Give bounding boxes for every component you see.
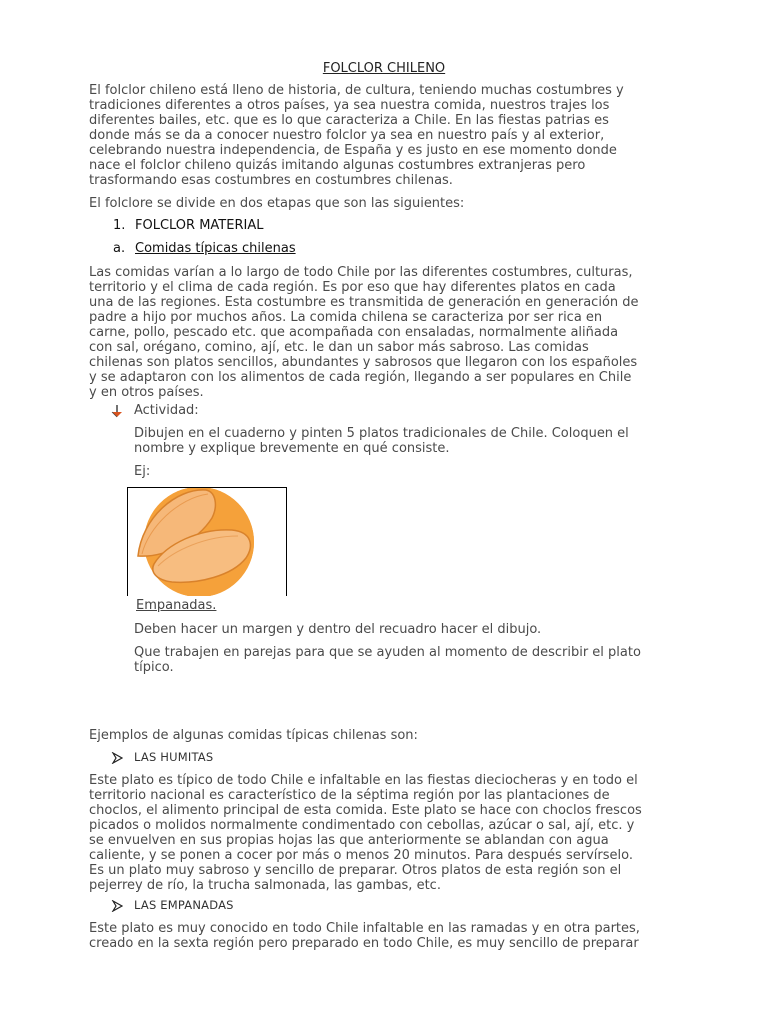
empanadas-heading: LAS EMPANADAS bbox=[134, 898, 234, 912]
humitas-heading: LAS HUMITAS bbox=[134, 750, 214, 764]
bullet-arrow-icon bbox=[110, 404, 124, 418]
actividad-label: Actividad: bbox=[134, 403, 199, 418]
actividad-text: Dibujen en el cuaderno y pinten 5 platos tradicionales de Chile. Coloquen el nombre y explique brevemente en qué consiste. bbox=[134, 426, 629, 456]
subheading-text: Comidas típicas chilenas bbox=[135, 241, 296, 256]
empanada-illustration bbox=[128, 488, 286, 596]
divide-sentence: El folclore se divide en dos etapas que son las siguientes: bbox=[89, 196, 465, 211]
chevron-right-icon bbox=[111, 900, 123, 912]
heading-folclor-material bbox=[113, 218, 263, 233]
humitas-paragraph: Este plato es típico de todo Chile e infaltable en las fiestas dieciocheras y en todo el territorio nacional es característico de la séptima región por las plantaciones de choclos, el alimento principal de esta comida. Este plato se hace con choclos frescos picados o molidos normalmente condimentado con cebollas, azúcar o sal, ají, etc. y se envuelven en sus propias hojas las que anteriormente se ablandan con agua caliente, y se ponen a cocer por más o menos 20 minutos. Para después servírselo. Es un plato muy sabroso y sencillo de preparar. Otros platos de esta región son el pejerrey de río, la trucha salmonada, las gambas, etc. bbox=[89, 773, 642, 893]
empanadas-paragraph: Este plato es muy conocido en todo Chile infaltable en las ramadas y en otra partes, creado en la sexta región pero preparado en todo Chile, es muy sencillo de preparar bbox=[89, 921, 640, 951]
instruction-pairs: Que trabajen en parejas para que se ayuden al momento de describir el plato típico. bbox=[134, 645, 641, 675]
subheading-letter: a. bbox=[113, 241, 126, 256]
chevron-right-icon bbox=[111, 752, 123, 764]
heading-number: 1. bbox=[113, 218, 126, 233]
empanada-image-frame bbox=[127, 487, 287, 596]
instruction-margin: Deben hacer un margen y dentro del recuadro hacer el dibujo. bbox=[134, 622, 542, 637]
empanadas-caption: Empanadas. bbox=[136, 598, 217, 613]
comidas-paragraph: Las comidas varían a lo largo de todo Chile por las diferentes costumbres, culturas, territorio y el clima de cada región. Es por eso que hay diferentes platos en cada una de las regiones. Esta costumbre es transmitida de generación en generación de padre a hijo por muchos años. La comida chilena se caracteriza por ser rica en carne, pollo, pescado etc. que acompañada con ensaladas, normalmente aliñada con sal, orégano, comino, ají, etc. le dan un sabor más sabroso. Las comidas chilenas son platos sencillos, abundantes y sabrosos que llegaron con los españoles y se adaptaron con los alimentos de cada región, llegando a ser populares en Chile y en otros países. bbox=[89, 265, 639, 400]
document-title: FOLCLOR CHILENO bbox=[322, 61, 446, 76]
heading-text: FOLCLOR MATERIAL bbox=[135, 218, 264, 233]
ejemplos-sentence: Ejemplos de algunas comidas típicas chilenas son: bbox=[89, 728, 418, 743]
subheading-comidas bbox=[113, 241, 296, 256]
intro-paragraph: El folclor chileno está lleno de historia, de cultura, teniendo muchas costumbres y tradiciones diferentes a otros países, ya sea nuestra comida, nuestros trajes los diferentes bailes, etc. que es lo que caracteriza a Chile. En las fiestas patrias es donde más se da a conocer nuestro folclor ya sea en nuestro país y al exterior, celebrando nuestra independencia, de España y es justo en ese momento donde nace el folclor chileno quizás imitando algunas costumbres extranjeras pero trasformando esas costumbres en costumbres chilenas. bbox=[89, 83, 624, 188]
ej-label: Ej: bbox=[134, 464, 151, 479]
